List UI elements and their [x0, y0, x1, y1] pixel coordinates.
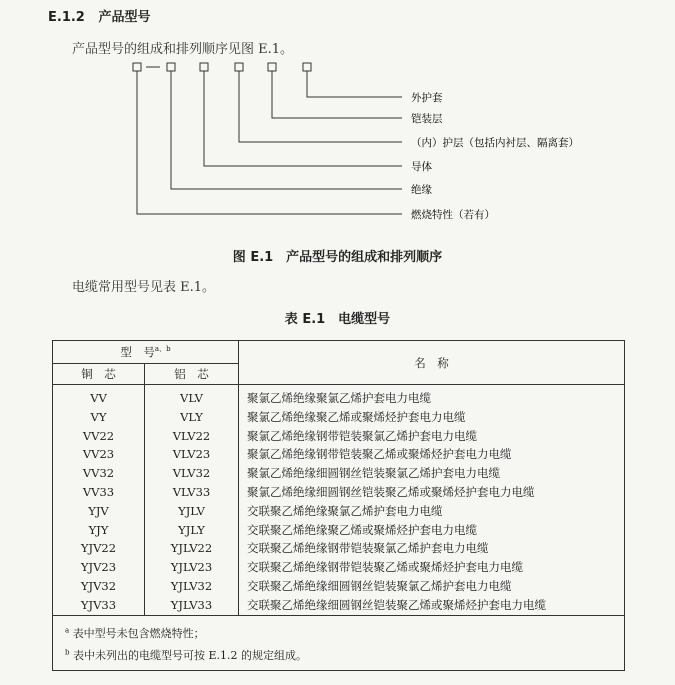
cell-copper: VV22	[53, 427, 145, 446]
note-b-mark: b	[65, 647, 70, 656]
box-insulation	[167, 63, 175, 71]
cell-aluminum: YJLV23	[145, 558, 239, 577]
cell-name: 聚氯乙烯绝缘聚乙烯或聚烯烃护套电力电缆	[247, 409, 466, 424]
header-model-label: 型 号	[120, 345, 155, 359]
cell-copper: VV32	[53, 464, 145, 483]
label-insulation: 绝缘	[411, 184, 432, 196]
table-row	[53, 521, 625, 540]
cell-name: 聚氯乙烯绝缘钢带铠装聚氯乙烯护套电力电缆	[247, 428, 477, 443]
note-row-a	[53, 615, 625, 644]
model-composition-diagram	[0, 0, 675, 240]
cell-copper: VV	[53, 385, 145, 408]
box-conductor	[200, 63, 208, 71]
cell-aluminum: YJLV32	[145, 577, 239, 596]
header-name: 名 称	[239, 341, 625, 385]
table-row	[53, 539, 625, 558]
cell-name: 交联聚乙烯绝缘细圆钢丝铠装聚乙烯或聚烯烃护套电力电缆	[247, 597, 546, 612]
cell-copper: YJV32	[53, 577, 145, 596]
table-caption: 表 E.1 电缆型号	[284, 312, 391, 327]
cell-name: 聚氯乙烯绝缘聚氯乙烯护套电力电缆	[247, 391, 431, 405]
label-outer-sheath: 外护套	[411, 92, 443, 104]
header-row-1	[53, 341, 625, 364]
cell-aluminum: YJLV	[145, 502, 239, 521]
cell-aluminum: VLV33	[145, 483, 239, 502]
table-row	[53, 385, 625, 408]
header-copper: 铜 芯	[53, 364, 145, 385]
box-inner-sheath	[235, 63, 243, 71]
leader-outer-sheath	[307, 71, 402, 97]
box-flame	[133, 63, 141, 71]
cell-copper: VV23	[53, 445, 145, 464]
note-a	[53, 615, 625, 644]
leader-inner-sheath	[239, 71, 402, 142]
leader-insulation	[171, 71, 402, 189]
table-row	[53, 502, 625, 521]
cell-copper: YJY	[53, 521, 145, 540]
table-row	[53, 427, 625, 446]
cell-name: 交联聚乙烯绝缘钢带铠装聚乙烯或聚烯烃护套电力电缆	[247, 560, 523, 575]
note-b-text: 表中未列出的电缆型号可按 E.1.2 的规定组成。	[72, 648, 307, 662]
cell-aluminum: YJLV33	[145, 596, 239, 615]
cable-model-table	[52, 340, 625, 671]
cell-copper: VV33	[53, 483, 145, 502]
cell-aluminum: VLV32	[145, 464, 239, 483]
note-a-text: 表中型号未包含燃烧特性；	[72, 626, 205, 640]
table-intro: 电缆常用型号见表 E.1。	[72, 280, 216, 295]
cell-aluminum: YJLY	[145, 521, 239, 540]
section-title: 产品型号	[98, 10, 151, 25]
cell-copper: YJV33	[53, 596, 145, 615]
cell-aluminum: VLY	[145, 408, 239, 427]
table-row	[53, 464, 625, 483]
label-flame: 燃烧特性（若有）	[411, 209, 495, 221]
leader-armour	[272, 71, 402, 118]
table-row	[53, 408, 625, 427]
figure-caption: 图 E.1 产品型号的组成和排列顺序	[232, 250, 443, 265]
label-conductor: 导体	[411, 161, 432, 173]
header-model-sup: a、b	[154, 345, 171, 354]
box-outer-sheath	[303, 63, 311, 71]
box-armour	[268, 63, 276, 71]
table-row	[53, 483, 625, 502]
note-b	[53, 644, 625, 671]
table-row	[53, 445, 625, 464]
cell-aluminum: VLV22	[145, 427, 239, 446]
cell-copper: VY	[53, 408, 145, 427]
cell-aluminum: VLV23	[145, 445, 239, 464]
cell-copper: YJV	[53, 502, 145, 521]
cell-aluminum: YJLV22	[145, 539, 239, 558]
section-number: E.1.2	[48, 10, 85, 25]
note-a-mark: a	[65, 625, 70, 634]
cell-name: 交联聚乙烯绝缘聚乙烯或聚烯烃护套电力电缆	[247, 522, 477, 537]
cell-name: 聚氯乙烯绝缘细圆钢丝铠装聚氯乙烯护套电力电缆	[247, 466, 500, 481]
table-row	[53, 577, 625, 596]
cell-name: 聚氯乙烯绝缘钢带铠装聚乙烯或聚烯烃护套电力电缆	[247, 447, 512, 462]
cell-name: 聚氯乙烯绝缘细圆钢丝铠装聚乙烯或聚烯烃护套电力电缆	[247, 484, 535, 499]
header-model-group	[53, 341, 239, 364]
label-inner-sheath: （内）护层（包括内衬层、隔离套）	[411, 137, 579, 149]
intro-paragraph: 产品型号的组成和排列顺序见图 E.1。	[72, 42, 294, 57]
header-aluminum: 铝 芯	[145, 364, 239, 385]
cell-name: 交联聚乙烯绝缘聚氯乙烯护套电力电缆	[247, 503, 443, 518]
cell-copper: YJV22	[53, 539, 145, 558]
cell-aluminum: VLV	[145, 385, 239, 408]
note-row-b	[53, 644, 625, 671]
cell-copper: YJV23	[53, 558, 145, 577]
label-armour: 铠装层	[411, 113, 443, 125]
cell-name: 交联聚乙烯绝缘钢带铠装聚氯乙烯护套电力电缆	[247, 541, 489, 556]
cell-name: 交联聚乙烯绝缘细圆钢丝铠装聚氯乙烯护套电力电缆	[247, 578, 512, 593]
table-row	[53, 558, 625, 577]
table-row	[53, 596, 625, 615]
